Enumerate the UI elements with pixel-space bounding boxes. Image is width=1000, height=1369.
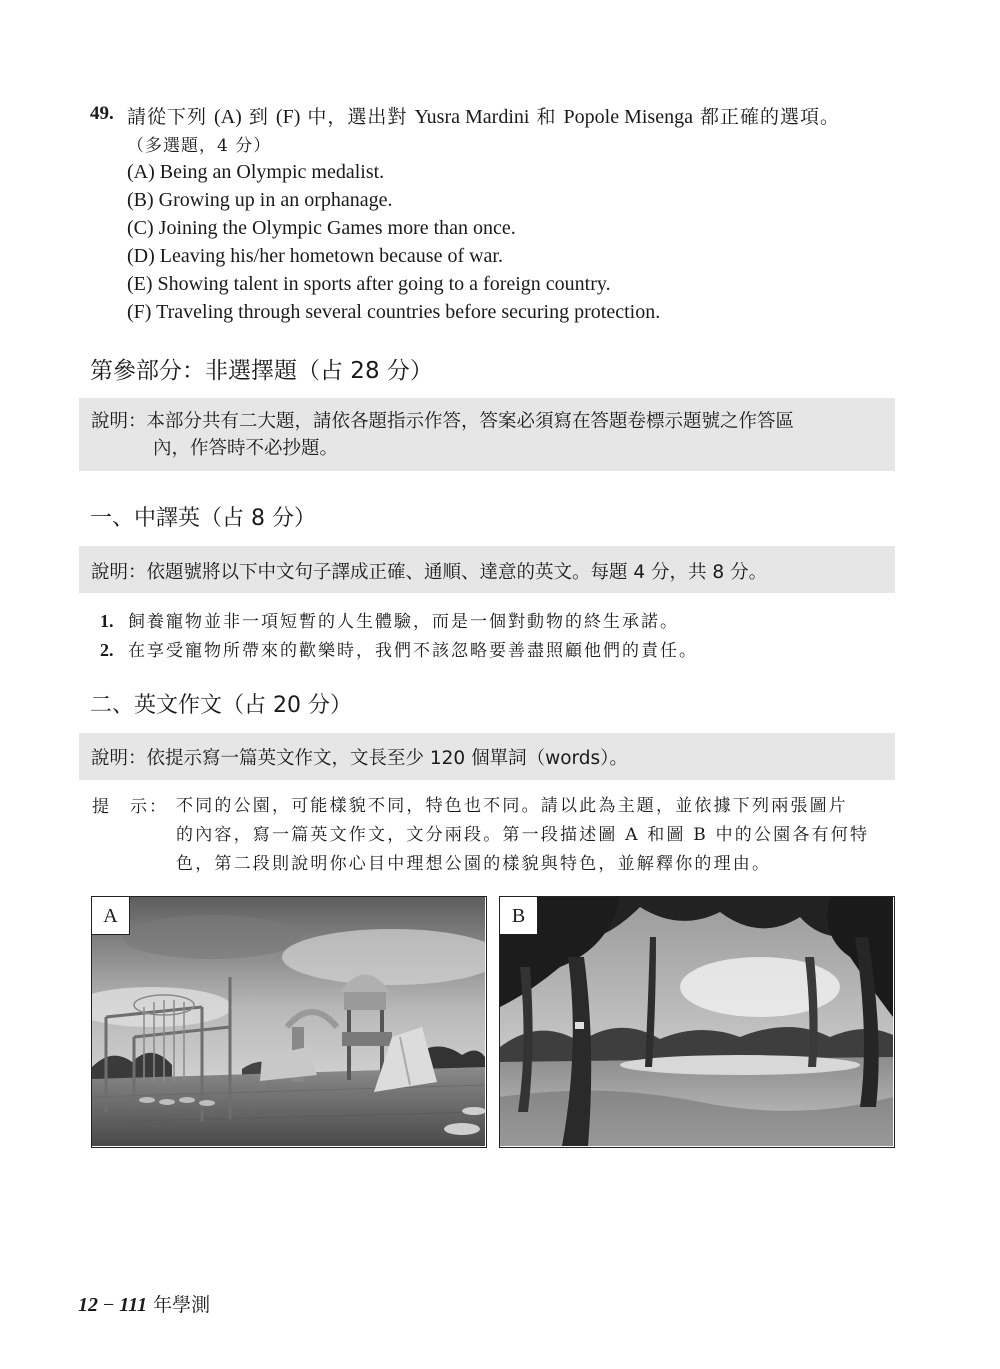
prompt-part: 中，選出對 <box>300 106 415 128</box>
picture-a <box>91 896 487 1148</box>
page-footer <box>78 1290 210 1317</box>
question-prompt <box>127 102 840 129</box>
playground-image <box>92 897 485 1146</box>
picture-label: B <box>500 897 538 935</box>
option-item: (D) Leaving his/her hometown because of war. <box>127 245 503 267</box>
prompt-part: Popole Misenga <box>563 106 693 128</box>
picture-label: A <box>92 897 130 935</box>
instruction-line: 內，作答時不必抄題。 <box>153 438 339 459</box>
park-image <box>500 897 893 1146</box>
prompt-part: Yusra Mardini <box>414 106 530 128</box>
hint-line: 的內容，寫一篇英文作文，文分兩段。第一段描述圖 A 和圖 B 中的公園各有何特 <box>176 825 870 845</box>
item-text: 飼養寵物並非一項短暫的人生體驗，而是一個對動物的終生承諾。 <box>128 612 679 632</box>
item-number: 2. <box>100 640 114 660</box>
option-item: (B) Growing up in an orphanage. <box>127 189 393 211</box>
option-item: (A) Being an Olympic medalist. <box>127 161 385 183</box>
prompt-part: 到 <box>241 106 276 128</box>
option-item: (F) Traveling through several countries before securing protection. <box>127 301 661 323</box>
option-item: (E) Showing talent in sports after going to a foreign country. <box>127 273 611 295</box>
option-list <box>127 158 660 326</box>
hint-text <box>176 792 898 879</box>
section-title: 一、中譯英（占 8 分） <box>90 506 316 531</box>
hint-line: 色，第二段則說明你心目中理想公園的樣貌與特色，並解釋你的理由。 <box>176 854 772 874</box>
hint-line: 不同的公園，可能樣貌不同，特色也不同。請以此為主題，並依據下列兩張圖片 <box>176 796 848 816</box>
part-title: 第參部分：非選擇題（占 28 分） <box>90 358 433 384</box>
picture-b <box>499 896 895 1148</box>
list-item <box>100 607 698 636</box>
item-text: 在享受寵物所帶來的歡樂時，我們不該忽略要善盡照顧他們的責任。 <box>128 641 698 661</box>
prompt-part: (F) <box>275 106 301 128</box>
prompt-part: 都正確的選項。 <box>692 106 841 128</box>
question-note: （多選題，4 分） <box>127 136 272 156</box>
exam-year: 111 <box>119 1294 148 1316</box>
hint-label: 提 示： <box>92 797 168 817</box>
exam-name: 年學測 <box>147 1294 211 1316</box>
section-instruction-box: 說明：依提示寫一篇英文作文，文長至少 120 個單詞（words）。 <box>79 733 895 780</box>
page-number: 12 <box>78 1294 98 1316</box>
part-instruction-box <box>79 398 895 471</box>
instruction-line: 說明：本部分共有二大題，請依各題指示作答，答案必須寫在答題卷標示題號之作答區 <box>91 411 795 432</box>
item-number: 1. <box>100 611 114 631</box>
translation-list <box>100 607 698 665</box>
question-number: 49. <box>90 103 114 124</box>
prompt-part: 請從下列 <box>127 106 215 128</box>
list-item <box>100 636 698 665</box>
section-instruction-box: 說明：依題號將以下中文句子譯成正確、通順、達意的英文。每題 4 分，共 8 分。 <box>79 546 895 593</box>
section-title: 二、英文作文（占 20 分） <box>90 693 352 718</box>
option-item: (C) Joining the Olympic Games more than once. <box>127 217 516 239</box>
prompt-part: 和 <box>529 106 564 128</box>
prompt-part: (A) <box>214 106 242 128</box>
footer-dash: − <box>98 1294 120 1316</box>
